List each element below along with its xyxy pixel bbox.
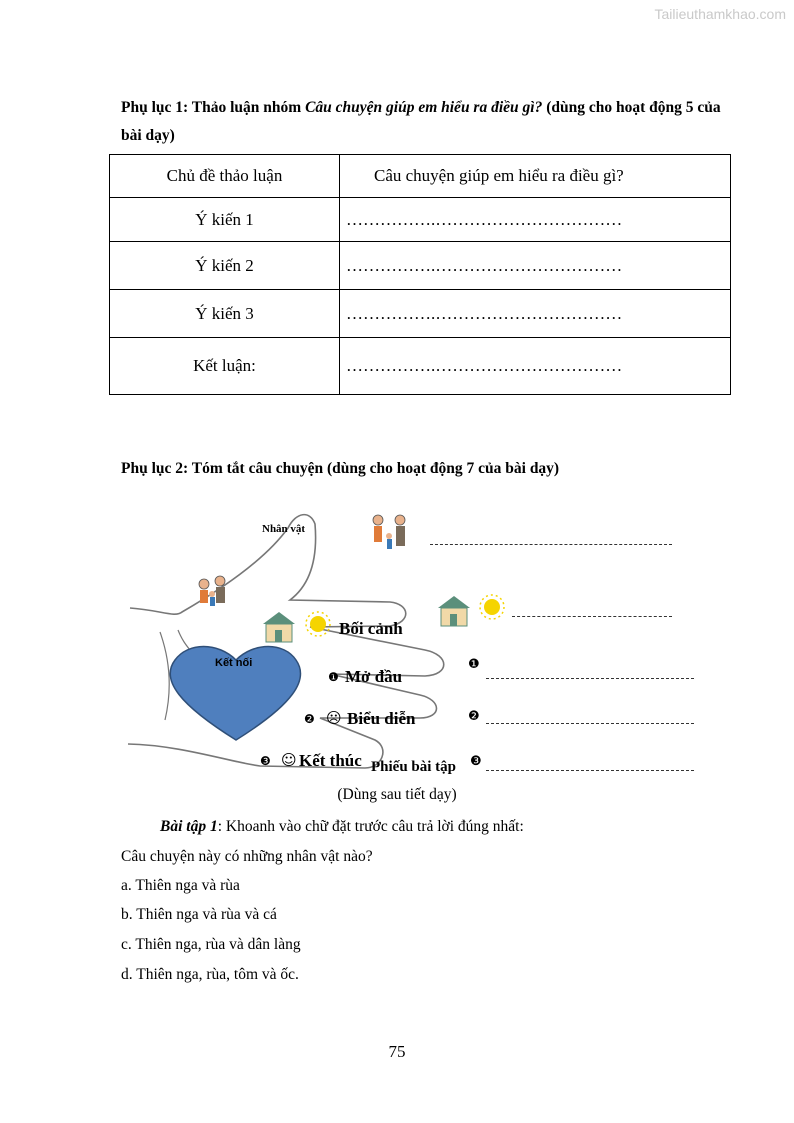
exercise-text: : Khoanh vào chữ đặt trước câu trả lời đúng nhất:	[217, 818, 524, 835]
appendix2-heading: Phụ lục 2: Tóm tắt câu chuyện (dùng cho hoạt động 7 của bài dạy)	[121, 460, 560, 477]
house-icon	[263, 612, 295, 642]
table-cell-topic: Ý kiến 1	[110, 198, 340, 242]
exercise-label: Bài tập 1	[160, 818, 218, 835]
table-cell-answer: …………….……………………………	[340, 242, 731, 290]
table-header-topic: Chủ đề thảo luận	[110, 155, 340, 198]
option-a: a. Thiên nga và rùa	[121, 877, 240, 894]
worksheet-subtitle: (Dùng sau tiết dạy)	[337, 786, 457, 803]
option-d: d. Thiên nga, rùa, tôm và ốc.	[121, 966, 299, 983]
table-row	[110, 338, 731, 395]
development-label: Biểu diễn	[347, 709, 416, 728]
table-cell-answer: …………….……………………………	[340, 290, 731, 338]
table-row	[110, 242, 731, 290]
appendix1-title: Câu chuyện giúp em hiểu ra điều gì?	[305, 99, 543, 116]
table-row	[110, 290, 731, 338]
table-cell-topic: Ý kiến 2	[110, 242, 340, 290]
worksheet-label: Phiếu bài tập	[371, 759, 457, 775]
appendix1-label: Phụ lục 1: Thảo luận nhóm	[121, 99, 306, 116]
family-icon	[373, 515, 405, 549]
family-icon	[199, 576, 225, 606]
ending-marker: ❸	[260, 754, 271, 768]
answer-line	[486, 723, 694, 724]
table-cell-topic: Kết luận:	[110, 338, 340, 395]
sun-icon	[306, 612, 330, 636]
characters-label: Nhân vật	[262, 523, 306, 535]
hand-diagram	[120, 500, 720, 785]
table-cell-topic: Ý kiến 3	[110, 290, 340, 338]
appendix1-heading	[121, 94, 731, 150]
table-cell-answer: …………….……………………………	[340, 338, 731, 395]
connect-label: Kết nối	[215, 657, 253, 669]
smile-icon: ☺	[281, 751, 297, 769]
page-number: 75	[388, 1042, 406, 1061]
answer-line	[430, 544, 672, 545]
marker-2: ❷	[468, 709, 480, 724]
beginning-marker: ❶	[328, 670, 339, 684]
exercise-title	[160, 818, 524, 836]
marker-1: ❶	[468, 657, 480, 672]
beginning-label: Mở đầu	[345, 667, 403, 686]
answer-line	[486, 770, 694, 771]
house-icon	[438, 596, 470, 626]
sun-icon	[480, 595, 504, 619]
setting-label: Bối cảnh	[339, 619, 403, 638]
answer-line	[512, 616, 672, 617]
frown-icon: ☹	[326, 709, 342, 727]
question-text: Câu chuyện này có những nhân vật nào?	[121, 848, 373, 865]
discussion-table	[109, 154, 731, 395]
ending-label: Kết thúc	[299, 751, 362, 770]
appendix1-suffix: (dùng cho hoạt động 5 của bài dạy)	[121, 99, 721, 144]
table-cell-answer: …………….……………………………	[340, 198, 731, 242]
option-c: c. Thiên nga, rùa và dân làng	[121, 936, 301, 953]
development-marker: ❷	[304, 712, 315, 726]
watermark: Tailieuthamkhao.com	[654, 6, 786, 22]
marker-3: ❸	[470, 754, 482, 769]
option-b: b. Thiên nga và rùa và cá	[121, 906, 277, 923]
table-row	[110, 198, 731, 242]
answer-line	[486, 678, 694, 679]
table-header-answer: Câu chuyện giúp em hiểu ra điều gì?	[340, 155, 731, 198]
table-header-row	[110, 155, 731, 198]
